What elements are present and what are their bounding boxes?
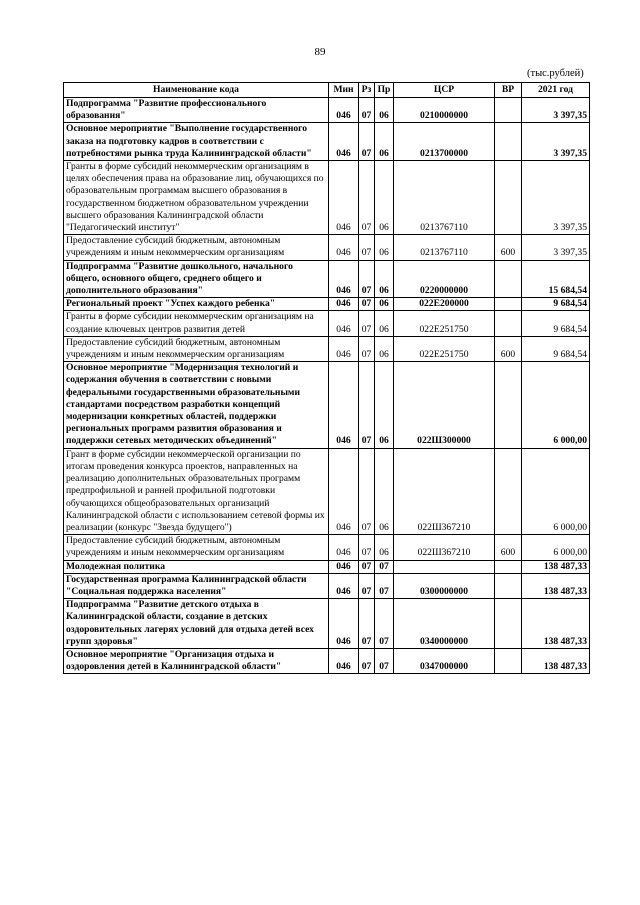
amount-cell: 6 000,00 (522, 448, 590, 534)
vr-cell (495, 448, 522, 534)
csr-cell: 022Ш300000 (394, 362, 495, 448)
vr-cell (495, 311, 522, 336)
table-row (64, 161, 590, 235)
rz-cell: 07 (359, 161, 375, 235)
min-cell: 046 (329, 362, 359, 448)
table-row (64, 123, 590, 161)
csr-cell: 022E251750 (394, 336, 495, 361)
min-cell: 046 (329, 573, 359, 598)
amount-cell: 9 684,54 (522, 298, 590, 311)
name-cell: Грант в форме субсидии некоммерческой организации по итогам проведения конкурса проектов, направленных на реализацию дополнительных образовательных программ предпрофильной и ранней профильной подготовки обучающихся общеобразовательных организаций Калининградской области с использованием сетевой формы их реализации (конкурс "Звезда будущего") (64, 448, 329, 534)
rz-cell: 07 (359, 298, 375, 311)
amount-cell: 6 000,00 (522, 535, 590, 560)
min-cell: 046 (329, 260, 359, 298)
vr-cell (495, 560, 522, 573)
budget-table (63, 82, 590, 674)
min-cell: 046 (329, 298, 359, 311)
pr-cell: 06 (375, 235, 394, 260)
csr-cell: 0213700000 (394, 123, 495, 161)
vr-cell (495, 98, 522, 123)
csr-cell: 022E251750 (394, 311, 495, 336)
table-row (64, 362, 590, 448)
pr-cell: 07 (375, 560, 394, 573)
pr-cell: 06 (375, 298, 394, 311)
page-number: 89 (314, 46, 326, 58)
table-row (64, 336, 590, 361)
pr-cell: 07 (375, 599, 394, 649)
rz-cell: 07 (359, 123, 375, 161)
table-row (64, 448, 590, 534)
vr-cell: 600 (495, 535, 522, 560)
min-cell: 046 (329, 123, 359, 161)
header-min: Мин (329, 83, 359, 98)
vr-cell: 600 (495, 336, 522, 361)
vr-cell (495, 362, 522, 448)
amount-cell: 15 684,54 (522, 260, 590, 298)
name-cell: Подпрограмма "Развитие дошкольного, начального общего, основного общего, среднего общего и дополнительного образования" (64, 260, 329, 298)
header-name: Наименование кода (64, 83, 329, 98)
name-cell: Основное мероприятие "Выполнение государственного заказа на подготовку кадров в соответствии с потребностями рынка труда Калининградской области" (64, 123, 329, 161)
min-cell: 046 (329, 336, 359, 361)
pr-cell: 06 (375, 362, 394, 448)
amount-cell: 3 397,35 (522, 123, 590, 161)
table-row (64, 260, 590, 298)
amount-cell: 138 487,33 (522, 599, 590, 649)
rz-cell: 07 (359, 648, 375, 673)
table-row (64, 311, 590, 336)
table-row (64, 235, 590, 260)
name-cell: Предоставление субсидий бюджетным, автономным учреждениям и иным некоммерческим организациям (64, 235, 329, 260)
rz-cell: 07 (359, 448, 375, 534)
csr-cell: 0340000000 (394, 599, 495, 649)
min-cell: 046 (329, 648, 359, 673)
pr-cell: 06 (375, 161, 394, 235)
rz-cell: 07 (359, 362, 375, 448)
min-cell: 046 (329, 311, 359, 336)
table-row (64, 560, 590, 573)
name-cell: Основное мероприятие "Организация отдыха и оздоровления детей в Калининградской области" (64, 648, 329, 673)
pr-cell: 06 (375, 448, 394, 534)
vr-cell (495, 260, 522, 298)
header-rz: Рз (359, 83, 375, 98)
amount-cell: 3 397,35 (522, 161, 590, 235)
vr-cell: 600 (495, 235, 522, 260)
name-cell: Гранты в форме субсидий некоммерческим организациям в целях обеспечения права на образование лиц, обучающихся по образовательным программам высшего образования в государственном бюджетном образовательном учреждении высшего образования Калининградской области "Педагогический институт" (64, 161, 329, 235)
rz-cell: 07 (359, 260, 375, 298)
csr-cell: 0213767110 (394, 161, 495, 235)
name-cell: Молодежная политика (64, 560, 329, 573)
csr-cell (394, 560, 495, 573)
pr-cell: 06 (375, 535, 394, 560)
vr-cell (495, 298, 522, 311)
amount-cell: 138 487,33 (522, 560, 590, 573)
table-row (64, 573, 590, 598)
rz-cell: 07 (359, 98, 375, 123)
name-cell: Региональный проект "Успех каждого ребенка" (64, 298, 329, 311)
table-row (64, 298, 590, 311)
amount-cell: 138 487,33 (522, 648, 590, 673)
rz-cell: 07 (359, 573, 375, 598)
rz-cell: 07 (359, 336, 375, 361)
pr-cell: 07 (375, 573, 394, 598)
pr-cell: 06 (375, 123, 394, 161)
amount-cell: 9 684,54 (522, 336, 590, 361)
name-cell: Подпрограмма "Развитие детского отдыха в Калининградской области, создание в детских оздоровительных лагерях условий для отдыха детей всех групп здоровья" (64, 599, 329, 649)
rz-cell: 07 (359, 235, 375, 260)
csr-cell: 022E200000 (394, 298, 495, 311)
vr-cell (495, 123, 522, 161)
csr-cell: 0300000000 (394, 573, 495, 598)
pr-cell: 06 (375, 98, 394, 123)
name-cell: Гранты в форме субсидии некоммерческим организациям на создание ключевых центров развития детей (64, 311, 329, 336)
min-cell: 046 (329, 599, 359, 649)
pr-cell: 06 (375, 311, 394, 336)
table-row (64, 599, 590, 649)
vr-cell (495, 161, 522, 235)
name-cell: Предоставление субсидий бюджетным, автономным учреждениям и иным некоммерческим организациям (64, 535, 329, 560)
table-row (64, 535, 590, 560)
rz-cell: 07 (359, 311, 375, 336)
table-row (64, 98, 590, 123)
amount-cell: 3 397,35 (522, 235, 590, 260)
name-cell: Подпрограмма "Развитие профессионального образования" (64, 98, 329, 123)
vr-cell (495, 648, 522, 673)
pr-cell: 06 (375, 260, 394, 298)
min-cell: 046 (329, 235, 359, 260)
min-cell: 046 (329, 98, 359, 123)
amount-cell: 6 000,00 (522, 362, 590, 448)
min-cell: 046 (329, 161, 359, 235)
amount-cell: 3 397,35 (522, 98, 590, 123)
header-pr: Пр (375, 83, 394, 98)
vr-cell (495, 573, 522, 598)
csr-cell: 0220000000 (394, 260, 495, 298)
rz-cell: 07 (359, 599, 375, 649)
min-cell: 046 (329, 448, 359, 534)
csr-cell: 0213767110 (394, 235, 495, 260)
name-cell: Предоставление субсидий бюджетным, автономным учреждениям и иным некоммерческим организациям (64, 336, 329, 361)
rz-cell: 07 (359, 560, 375, 573)
rz-cell: 07 (359, 535, 375, 560)
name-cell: Основное мероприятие "Модернизация технологий и содержания обучения в соответствии с новыми федеральными государственными образовательными стандартами посредством разработки концепций модернизации конкретных областей, поддержки региональных программ развития образования и поддержки сетевых методических объединений" (64, 362, 329, 448)
csr-cell: 022Ш367210 (394, 448, 495, 534)
units-label: (тыс.рублей) (527, 68, 584, 79)
min-cell: 046 (329, 560, 359, 573)
header-csr: ЦСР (394, 83, 495, 98)
amount-cell: 9 684,54 (522, 311, 590, 336)
header-year: 2021 год (522, 83, 590, 98)
amount-cell: 138 487,33 (522, 573, 590, 598)
pr-cell: 06 (375, 336, 394, 361)
header-vr: ВР (495, 83, 522, 98)
min-cell: 046 (329, 535, 359, 560)
csr-cell: 0347000000 (394, 648, 495, 673)
pr-cell: 07 (375, 648, 394, 673)
csr-cell: 022Ш367210 (394, 535, 495, 560)
csr-cell: 0210000000 (394, 98, 495, 123)
name-cell: Государственная программа Калининградской области "Социальная поддержка населения" (64, 573, 329, 598)
vr-cell (495, 599, 522, 649)
table-row (64, 648, 590, 673)
table-header-row (64, 83, 590, 98)
